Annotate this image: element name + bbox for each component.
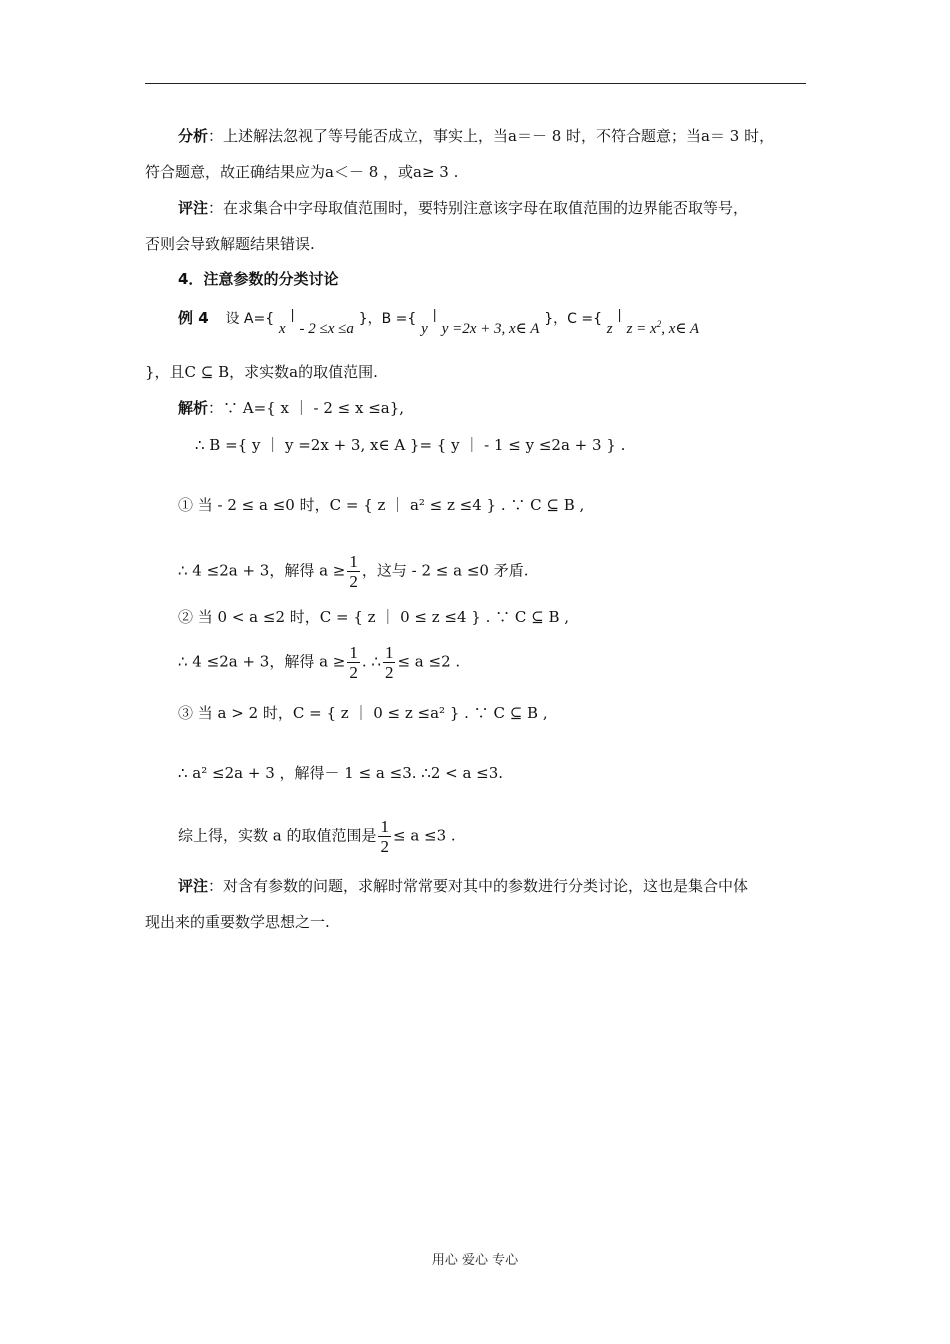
solution-label: 解析	[178, 399, 209, 417]
case1-text-pre: ∴ 4 ≤2a + 3，解得 a ≥	[178, 561, 346, 580]
set-a-var: x	[278, 321, 286, 337]
comment2-text-1: ：对含有参数的问题，求解时常常要对其中的参数进行分类讨论，这也是集合中体	[208, 877, 749, 895]
set-a-cond: - 2 ≤x ≤a	[299, 321, 354, 337]
comment1-line-2: 否则会导致解题结果错误.	[145, 235, 315, 253]
comment2-line-1	[178, 876, 748, 896]
summary-line	[178, 817, 456, 856]
case1-text-post: ，这与 - 2 ≤ a ≤0 矛盾.	[361, 561, 529, 580]
fraction-half: $\frac{1}{2}$	[384, 643, 394, 682]
example-line-2: }，且C ⊆ B，求实数a的取值范围.	[145, 363, 378, 381]
analysis-line-1	[178, 126, 774, 146]
example-line-1: 例 4 设 A={ x | - 2 ≤x ≤a }，B ={ y | y =2x + 3, x∈ A }，C ={ z | $z = x^2$, x∈ A	[178, 308, 700, 337]
case2-text-pre: ∴ 4 ≤2a + 3，解得 a ≥	[178, 652, 346, 671]
comment2-line-2: 现出来的重要数学思想之一.	[145, 913, 330, 931]
set-c-sup: 2	[656, 319, 662, 329]
case2-text-mid: . ∴	[361, 652, 381, 671]
case1-line-2	[178, 552, 529, 591]
case2-line-2	[178, 643, 460, 682]
case2-line-1: ② 当 0 < a ≤2 时，C = { z ｜ 0 ≤ z ≤4 } . ∵ C ⊆ B ,	[178, 608, 570, 626]
case3-line-1: ③ 当 a > 2 时，C = { z ｜ 0 ≤ z ≤a² } . ∵ C ⊆ B ,	[178, 704, 548, 722]
section-heading: 4．注意参数的分类讨论	[178, 270, 339, 288]
set-b-var: y	[421, 321, 428, 337]
set-c-cond-pre: z = x	[626, 321, 657, 337]
set-c-var: z	[606, 321, 613, 337]
fraction-half: $\frac{1}{2}$	[380, 817, 389, 856]
comment1-label: 评注	[178, 199, 209, 217]
set-c-cond-post: , x∈ A	[661, 321, 700, 337]
case3-line-2: ∴ a² ≤2a + 3 ，解得－ 1 ≤ a ≤3. ∴2 < a ≤3.	[178, 764, 504, 782]
solution-line-1	[178, 398, 404, 418]
fraction-half: $\frac{1}{2}$	[349, 552, 358, 591]
summary-text-pre: 综上得，实数 a 的取值范围是	[178, 826, 377, 845]
case1-line-1: ① 当 - 2 ≤ a ≤0 时，C = { z ｜ a² ≤ z ≤4 } . ∵ C ⊆ B ,	[178, 496, 585, 514]
solution-text-1: ：∵ A={ x ｜ - 2 ≤ x ≤a},	[208, 399, 405, 417]
header-rule	[145, 83, 806, 84]
fraction-half: $\frac{1}{2}$	[349, 643, 358, 682]
solution-line-2: ∴ B ={ y ｜ y =2x + 3, x∈ A }= { y ｜ - 1 ≤ y ≤2a + 3 } .	[195, 436, 626, 454]
example-label: 例 4	[178, 309, 209, 327]
page-footer: 用心 爱心 专心	[431, 1253, 519, 1268]
analysis-line-2: 符合题意，故正确结果应为a＜－ 8 ，或a≥ 3 .	[145, 163, 459, 181]
analysis-text-1: ：上述解法忽视了等号能否成立，事实上，当a＝－ 8 时，不符合题意；当a＝ 3 时，	[208, 127, 775, 145]
comment1-line-1	[178, 198, 748, 218]
comment2-label: 评注	[178, 877, 209, 895]
set-b-cond: y =2x + 3, x∈ A	[441, 321, 540, 337]
case2-text-post: ≤ a ≤2 .	[397, 652, 461, 671]
summary-text-post: ≤ a ≤3 .	[392, 826, 456, 845]
example-intro: 设 A={	[225, 311, 275, 327]
set-b-intro: }，B ={	[358, 311, 417, 327]
comment1-text-1: ：在求集合中字母取值范围时，要特别注意该字母在取值范围的边界能否取等号，	[208, 199, 749, 217]
analysis-label: 分析	[178, 127, 209, 145]
set-c-intro: }，C ={	[544, 311, 602, 327]
